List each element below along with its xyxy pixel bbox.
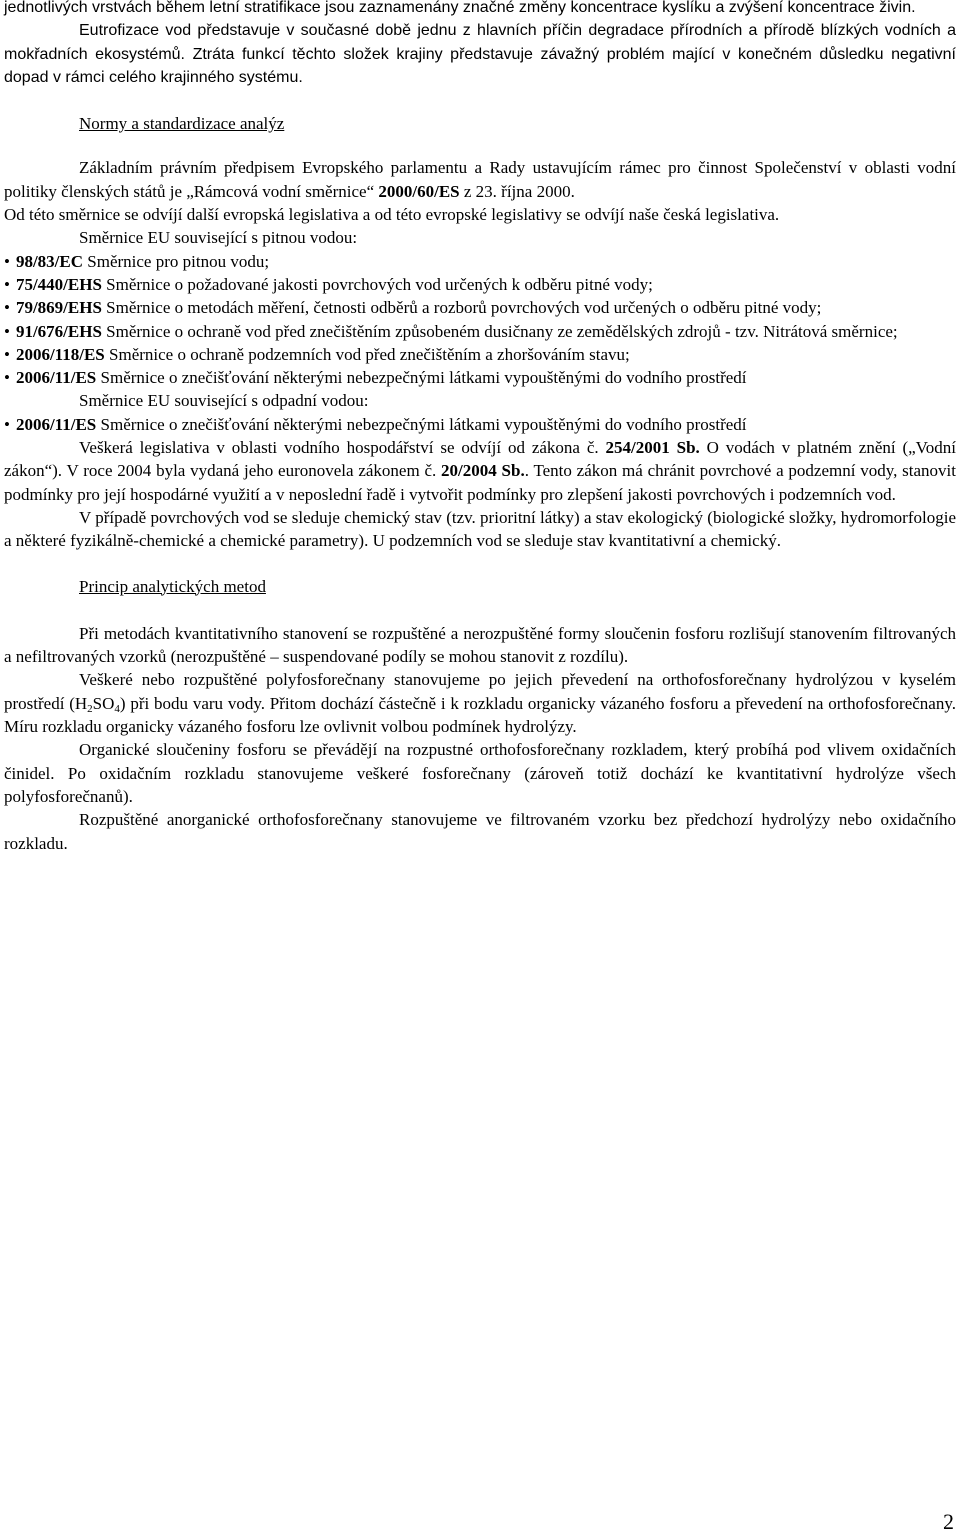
list-item: • 79/869/EHS Směrnice o metodách měření, četnosti odběrů a rozborů povrchových vod určených o odběru pitné vody; [4,298,822,318]
list-item: • 98/83/EC Směrnice pro pitnou vodu; [4,251,270,271]
law-code: 254/2001 Sb. [605,438,700,458]
list-item: • 75/440/EHS Směrnice o požadované jakosti povrchových vod určených k odběru pitné vody; [4,274,653,294]
drinking-water-directive-list [4,250,956,390]
bullet-icon: • [4,368,10,388]
bullet-icon: • [4,414,10,434]
legislation-cascade-paragraph: Od této směrnice se odvíjí další evropská legislativa a od této evropské legislativy se odvíjí naše česká legislativa. [4,205,780,225]
norms-heading: Normy a standardizace analýz [79,114,285,134]
quantitative-methods-paragraph: Při metodách kvantitativního stanovení se rozpuštěné a nerozpuštěné formy sloučenin fosforu rozlišují stanovením filtrovaných a nefiltrovaných vzorků (nerozpuštěné – suspendované podíly se mohou stanovit z rozdílu). [4,623,956,667]
orthophosphate-paragraph: Rozpuštěné anorganické orthofosforečnany stanovujeme ve filtrovaném vzorku bez předchozí hydrolýzy nebo oxidačního rozkladu. [4,810,956,853]
waste-water-intro: Směrnice EU související s odpadní vodou: [79,391,369,411]
water-state-paragraph: V případě povrchových vod se sleduje chemický stav (tzv. prioritní látky) a stav ekologický (biologické složky, hydromorfologie a některé fyzikálně-chemické a chemické parametry). U podzemních vod se sleduje stav kvantitativní a chemický. [4,507,956,551]
document-page [4,0,956,855]
bullet-icon: • [4,321,10,341]
page-number: 2 [943,1509,954,1534]
hydrolysis-paragraph: Veškeré nebo rozpuštěné polyfosforečnany stanovujeme po jejich převedení na orthofosforečnany hydrolýzou v kyselém prostředí $(H_2SO_4)$ při bodu varu vody. Přitom dochází částečně i k rozkladu organicky vázaného fosforu a převedení na orthofosforečnany. Míru rozkladu organicky vázaného fosforu lze ovlivnit volbou podmínek hydrolýzy. [4,670,956,737]
eutrophication-paragraph: Eutrofizace vod představuje v současné době jednu z hlavních příčin degradace přírodních a přírodě blízkých vodních a mokřadních ekosystémů. Ztráta funkcí těchto složek krajiny představuje závažný problém mající v konečném důsledku negativní dopad v rámci celého krajinného systému. [4,22,956,86]
drinking-water-intro: Směrnice EU související s pitnou vodou: [79,228,358,248]
bullet-icon: • [4,344,10,364]
oxidation-paragraph: Organické sloučeniny fosforu se převádějí na rozpustné orthofosforečnany rozkladem, který probíhá pod vlivem oxidačních činidel. Po oxidačním rozkladu stanovujeme veškeré fosforečnany (zároveň totiž dochází ke kvantitativní hydrolýze všech polyfosforečnanů). [4,740,956,806]
list-item: • 91/676/EHS Směrnice o ochraně vod před znečištěním způsobeném dusičnany ze zemědělských zdrojů - tzv. Nitrátová směrnice; [4,321,898,341]
waste-water-directive-list [4,413,956,436]
methods-heading: Princip analytických metod [79,576,266,596]
bullet-icon: • [4,251,10,271]
bullet-icon: • [4,298,10,318]
framework-directive-paragraph: Základním právním předpisem Evropského parlamentu a Rady ustavujícím rámec pro činnost Společenství v oblasti vodní politiky členských států je „Rámcová vodní směrnice“ 2000/60/ES z 23. října 2000. [4,158,956,201]
list-item: • 2006/11/ES Směrnice o znečišťování některými nebezpečnými látkami vypouštěnými do vodního prostředí [4,414,747,434]
law-code: 20/2004 Sb. [441,461,525,481]
list-item: • 2006/118/ES Směrnice o ochraně podzemních vod před znečištěním a zhoršováním stavu; [4,344,630,364]
bullet-icon: • [4,274,10,294]
directive-code: 2000/60/ES [378,181,460,201]
intro-paragraph-continuation: jednotlivých vrstvách během letní stratifikace jsou zaznamenány značné změny koncentrace kyslíku a zvýšení koncentrace živin. [4,0,916,16]
water-law-paragraph: Veškerá legislativa v oblasti vodního hospodářství se odvíjí od zákona č. 254/2001 Sb. O vodách v platném znění („Vodní zákon“). V roce 2004 byla vydaná jeho euronovela zákonem č. 20/2004 Sb.. Tento zákon má chránit povrchové a podzemní vody, stanovit podmínky pro její hospodárné využití a v neposlední řadě i vytvořit podmínky pro zlepšení jakosti povrchových i podzemních vod. [4,438,956,504]
list-item: • 2006/11/ES Směrnice o znečišťování některými nebezpečnými látkami vypouštěnými do vodního prostředí [4,368,747,388]
